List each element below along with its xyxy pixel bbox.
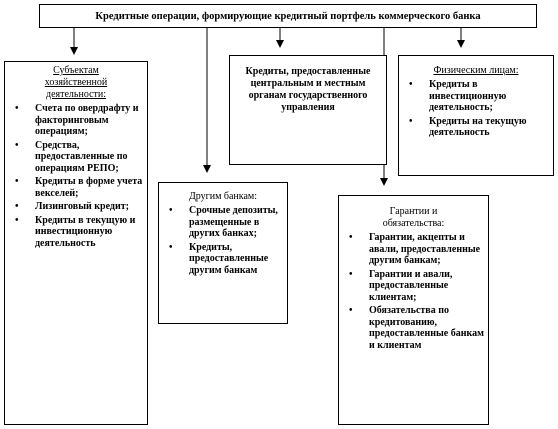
box-other-banks [158,182,288,324]
list-item: • Кредиты в инвестиционную деятельность; [429,79,551,114]
individuals-list [401,79,551,139]
guarantees-list [341,232,486,351]
list-item: • Срочные депозиты, размещенные в других банках; [189,205,285,240]
box-banks-heading: Другим банкам: [188,191,258,202]
business-list [7,103,145,249]
box-business-entities [4,61,148,425]
box-individuals [398,55,554,176]
box-guarantees-heading: Гарантии и обязательства: [382,206,445,229]
box-government-text: Кредиты, предоставленные центральным и местным органам государственного управления [245,66,371,113]
box-business-heading: Субъектам хозяйственной деятельности: [44,65,108,100]
list-item: • Счета по овердрафту и факторинговым операциям; [35,103,145,138]
list-item: • Средства, предоставленные по операциям РЕПО; [35,140,145,175]
diagram-title [39,4,537,28]
list-item: • Кредиты в форме учета векселей; [35,176,145,199]
list-item: • Кредиты, предоставленные другим банкам [189,242,285,277]
box-individuals-heading: Физическим лицам: [433,65,519,76]
box-guarantees [338,195,489,425]
diagram-title-text: Кредитные операции, формирующие кредитный портфель коммерческого банка [95,10,481,22]
list-item: • Кредиты на текущую деятельность [429,116,551,139]
list-item: • Гарантии и авали, предоставленные клиентам; [369,269,486,304]
list-item: • Гарантии, акцепты и авали, предоставленные другим банкам; [369,232,486,267]
banks-list [161,205,285,276]
list-item: • Обязательства по кредитованию, предоставленные банкам и клиентам [369,305,486,351]
box-government-credits [229,55,387,165]
list-item: • Кредиты в текущую и инвестиционную деятельность [35,215,145,250]
list-item: • Лизинговый кредит; [35,201,145,213]
